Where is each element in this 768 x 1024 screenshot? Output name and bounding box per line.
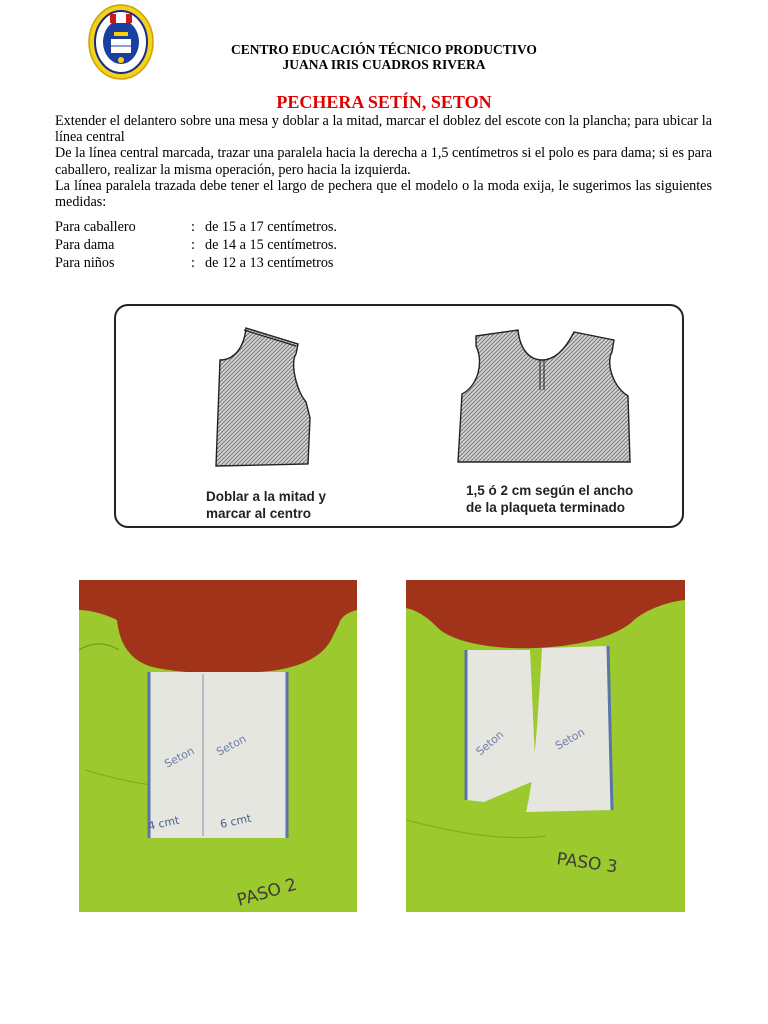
- measure-colon: :: [191, 219, 195, 235]
- illustration-caption-left: [206, 488, 326, 522]
- measure-colon: :: [191, 255, 195, 271]
- measure-value: de 15 a 17 centímetros.: [205, 219, 337, 235]
- measure-mark: 4 cmt: [146, 813, 181, 833]
- measure-mark: 6 cmt: [218, 811, 253, 831]
- institution-header: [0, 42, 768, 72]
- institution-name-line1: CENTRO EDUCACIÓN TÉCNICO PRODUCTIVO: [231, 42, 537, 57]
- page-title: PECHERA SETÍN, SETON: [276, 92, 492, 112]
- caption-line: Doblar a la mitad y: [206, 489, 327, 504]
- measure-row: [55, 236, 337, 254]
- measures-list: [55, 218, 337, 272]
- fabric-label: Seton: [214, 732, 249, 759]
- measure-value: de 14 a 15 centímetros.: [205, 237, 337, 253]
- measure-label: Para dama: [55, 237, 115, 253]
- caption-line: de la plaqueta terminado: [466, 500, 626, 515]
- fabric-label: Seton: [473, 727, 507, 759]
- caption-line: marcar al centro: [206, 506, 312, 521]
- measure-label: Para caballero: [55, 219, 136, 235]
- fabric-label: Seton: [553, 725, 588, 753]
- measure-label: Para niños: [55, 255, 115, 271]
- illustration-caption-right: [466, 482, 633, 516]
- step-label: PASO 3: [555, 849, 619, 878]
- illustration-panel: [114, 304, 684, 528]
- instruction-paragraph: Extender el delantero sobre una mesa y doblar a la mitad, marcar el doblez del escote con la plancha; para ubicar la línea central: [55, 113, 712, 146]
- caption-line: 1,5 ó 2 cm según el ancho: [466, 483, 634, 498]
- measure-value: de 12 a 13 centímetros: [205, 255, 334, 271]
- step-3-photo: [406, 580, 685, 912]
- instructions: [55, 113, 712, 210]
- institution-name-line2: JUANA IRIS CUADROS RIVERA: [282, 57, 486, 72]
- step-2-photo: [79, 580, 357, 912]
- measure-row: [55, 218, 337, 236]
- opened-front-illustration: [456, 328, 636, 468]
- step-label: PASO 2: [234, 874, 300, 911]
- fabric-label: Seton: [162, 744, 197, 771]
- measure-row: [55, 254, 337, 272]
- folded-front-illustration: [206, 320, 316, 470]
- instruction-paragraph: De la línea central marcada, trazar una paralela hacia la derecha a 1,5 centímetros si el polo es para dama; si es para caballero, realizar la misma operación, pero hacia la izquierda.: [55, 145, 712, 178]
- instruction-paragraph: La línea paralela trazada debe tener el largo de pechera que el modelo o la moda exija, le sugerimos las siguientes medidas:: [55, 177, 712, 211]
- measure-colon: :: [191, 237, 195, 253]
